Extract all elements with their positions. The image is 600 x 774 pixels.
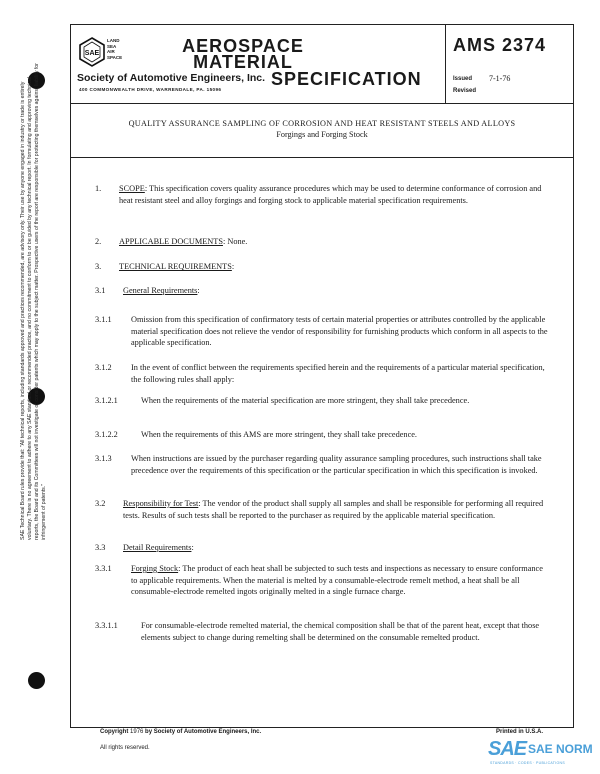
watermark-sub: STANDARDS · CODES · PUBLICATIONS bbox=[490, 761, 566, 765]
section-number: 3.3 bbox=[95, 543, 106, 552]
section-3-1-2-2: When the requirements of this AMS are more stringent, they shall take precedence. bbox=[141, 430, 418, 439]
section-number: 3.1.2.2 bbox=[95, 430, 118, 439]
section-general-requirements: General Requirements: bbox=[123, 286, 200, 295]
doc-number: AMS 2374 bbox=[453, 35, 547, 55]
section-3-1-2: In the event of conflict between the requirements specified herein and the requirements of a particular material specification, the following rules shall apply: bbox=[131, 363, 545, 384]
section-number: 1. bbox=[95, 184, 102, 193]
section-technical-requirements: TECHNICAL REQUIREMENTS: bbox=[119, 262, 235, 271]
section-forging-stock: Forging Stock: The product of each heat shall be subjected to such tests and inspections as necessary to ensure conformance to applicable requirements. When the material is melted by a consumable-electrode remelt method, a heat shall be all consumable-electrode remelted ingots originally melted in a single furnace charge. bbox=[131, 564, 543, 597]
section-number: 3.1.2 bbox=[95, 363, 112, 372]
society-name: Society of Automotive Engineers, Inc. bbox=[77, 72, 266, 84]
copyright: Copyright 1976 by Society of Automotive Engineers, Inc. bbox=[100, 729, 262, 735]
section-number: 3.1.2.1 bbox=[95, 396, 118, 405]
title-aerospace: AEROSPACE bbox=[182, 36, 304, 56]
section-3-1-1: Omission from this specification of confirmatory tests of certain material properties or attributes controlled by the applicable material specification does not relieve the vendor of responsibility for furnishing products which conform in all aspects to the applicable specification. bbox=[131, 315, 548, 348]
watermark bbox=[488, 738, 598, 768]
sae-disclaimer-note: SAE Technical Board rules provide that: "All technical reports, including standards approved and practices recommended, are advisory only. Their use by anyone engaged in industry or trade is entirely voluntary. There is no agreement to adhere to any SAE standard or recommended practice, and no commitment to conform to or be guided by any technical report. In formulating and approving technical reports, the Board and its Committees will not investigate or consider patents which may apply to the subject matter. Prospective users of the report are responsible for protecting themselves against liability for infringement of patents." bbox=[20, 63, 47, 540]
section-scope: SCOPE: This specification covers quality assurance procedures which may be used to determine conformance of corrosion and heat resistant steel and alloy forgings and forging stock to applicable material specification requirements. bbox=[119, 184, 542, 205]
title-specification: SPECIFICATION bbox=[271, 69, 422, 89]
binder-hole-bottom bbox=[28, 672, 45, 689]
document-frame bbox=[70, 24, 574, 728]
issued-date: 7-1-76 bbox=[489, 74, 511, 83]
section-detail-requirements: Detail Requirements: bbox=[123, 543, 194, 552]
section-number: 2. bbox=[95, 237, 102, 246]
section-3-1-3: When instructions are issued by the purchaser regarding quality assurance sampling procedures, such instructions shall take precedence over the requirements of this specification or the particular specification in which this specification is invoked. bbox=[131, 454, 542, 475]
society-address: 400 COMMONWEALTH DRIVE, WARRENDALE, PA. 15096 bbox=[79, 87, 222, 92]
section-applicable-documents: APPLICABLE DOCUMENTS: None. bbox=[119, 237, 248, 246]
logo-motto: LAND SEA AIR SPACE bbox=[107, 38, 123, 60]
header-left bbox=[71, 25, 446, 103]
section-responsibility-for-test: Responsibility for Test: The vendor of the product shall supply all samples and shall be responsible for performing all required tests. Results of such tests shall be reported to the purchaser as required by the applicable material specification. bbox=[123, 499, 544, 520]
section-3-1-2-1: When the requirements of the material specification are more stringent, they shall take precedence. bbox=[141, 396, 470, 405]
section-number: 3.3.1 bbox=[95, 564, 112, 573]
section-number: 3. bbox=[95, 262, 102, 271]
document-title bbox=[71, 103, 573, 158]
logo-initials: SAE bbox=[84, 50, 100, 57]
section-number: 3.3.1.1 bbox=[95, 621, 118, 630]
header bbox=[71, 25, 573, 104]
title-line-2: Forgings and Forging Stock bbox=[276, 130, 368, 139]
title-material: MATERIAL bbox=[193, 52, 293, 72]
section-number: 3.1 bbox=[95, 286, 106, 295]
section-3-3-1-1: For consumable-electrode remelted material, the chemical composition shall be that of the parent heat, except that those elements subject to change during remelting shall be determined on the consumable remelted product. bbox=[141, 621, 540, 642]
watermark-brand: SAE bbox=[488, 738, 527, 760]
printed-in: Printed in U.S.A. bbox=[496, 729, 544, 735]
revised-label: Revised bbox=[453, 88, 477, 94]
watermark-name: SAE NORM bbox=[528, 742, 593, 756]
sae-logo-icon bbox=[79, 37, 105, 67]
section-number: 3.1.1 bbox=[95, 315, 112, 324]
title-line-1: QUALITY ASSURANCE SAMPLING OF CORROSION AND HEAT RESISTANT STEELS AND ALLOYS bbox=[128, 119, 516, 128]
section-number: 3.2 bbox=[95, 499, 106, 508]
rights-reserved: All rights reserved. bbox=[100, 745, 150, 751]
section-number: 3.1.3 bbox=[95, 454, 112, 463]
issued-label: Issued bbox=[453, 76, 473, 82]
